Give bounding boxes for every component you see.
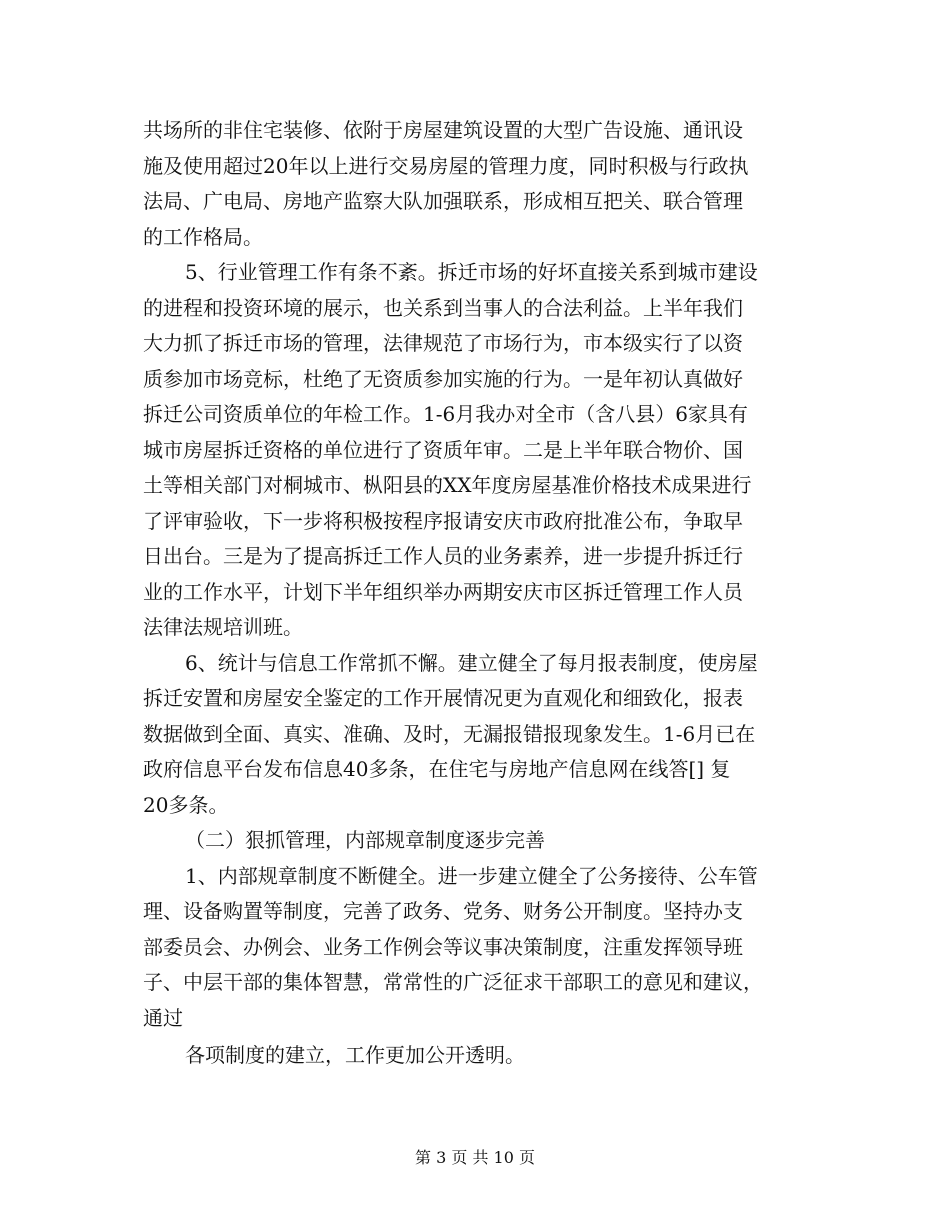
body-text-line: 共场所的非住宅装修、依附于房屋建筑设置的大型广告设施、通讯设	[143, 118, 743, 142]
body-text-line: 施及使用超过20年以上进行交易房屋的管理力度，同时积极与行政执	[143, 153, 749, 178]
body-text-line: 法局、广电局、房地产监察大队加强联系，形成相互把关、联合管理	[143, 189, 743, 213]
body-text-line: 拆迁公司资质单位的年检工作。1-6月我办对全市（含八县）6家具有	[143, 402, 748, 426]
section-heading: （二）狠抓管理，内部规章制度逐步完善	[185, 828, 545, 852]
body-text-line: 的工作格局。	[143, 224, 263, 249]
body-text-line: 质参加市场竞标，杜绝了无资质参加实施的行为。一是年初认真做好	[143, 366, 743, 391]
body-text-line: 拆迁安置和房屋安全鉴定的工作开展情况更为直观化和细致化，报表	[143, 686, 743, 710]
body-text-line: 数据做到全面、真实、准确、及时，无漏报错报现象发生。1-6月已在	[143, 721, 756, 746]
body-text-line: 城市房屋拆迁资格的单位进行了资质年审。二是上半年联合物价、国	[143, 437, 743, 462]
body-text-line: 的进程和投资环境的展示，也关系到当事人的合法利益。上半年我们	[143, 295, 743, 320]
body-text-line: 通过	[143, 1005, 183, 1030]
paragraph-5-start: 5、行业管理工作有条不紊。拆迁市场的好坏直接关系到城市建设	[185, 260, 758, 284]
paragraph-1-start: 1、内部规章制度不断健全。进一步建立健全了公务接待、公车管	[185, 863, 758, 888]
body-text-line: 20多条。	[143, 792, 229, 817]
body-text-line: 政府信息平台发布信息40多条，在住宅与房地产信息网在线答[] 复	[143, 757, 731, 781]
body-text-line: 土等相关部门对桐城市、枞阳县的XX年度房屋基准价格技术成果进行	[143, 473, 752, 497]
document-body	[143, 113, 813, 1074]
body-text-line: 业的工作水平，计划下半年组织举办两期安庆市区拆迁管理工作人员	[143, 579, 743, 604]
page-number-footer: 第 3 页 共 10 页	[415, 1148, 535, 1167]
body-text-line: 各项制度的建立，工作更加公开透明。	[185, 1043, 525, 1067]
body-text-line: 大力抓了拆迁市场的管理，法律规范了市场行为，市本级实行了以资	[143, 331, 743, 355]
body-text-line: 理、设备购置等制度，完善了政务、党务、财务公开制度。坚持办支	[143, 899, 743, 923]
paragraph-6-start: 6、统计与信息工作常抓不懈。建立健全了每月报表制度，使房屋	[185, 650, 758, 675]
body-text-line: 部委员会、办例会、业务工作例会等议事决策制度，注重发挥领导班	[143, 934, 743, 959]
body-text-line: 了评审验收，下一步将积极按程序报请安庆市政府批准公布，争取早	[143, 508, 743, 533]
body-text-line: 子、中层干部的集体智慧，常常性的广泛征求干部职工的意见和建议，	[143, 970, 763, 994]
body-text-line: 法律法规培训班。	[143, 615, 303, 639]
body-text-line: 日出台。三是为了提高拆迁工作人员的业务素养，进一步提升拆迁行	[143, 544, 743, 568]
